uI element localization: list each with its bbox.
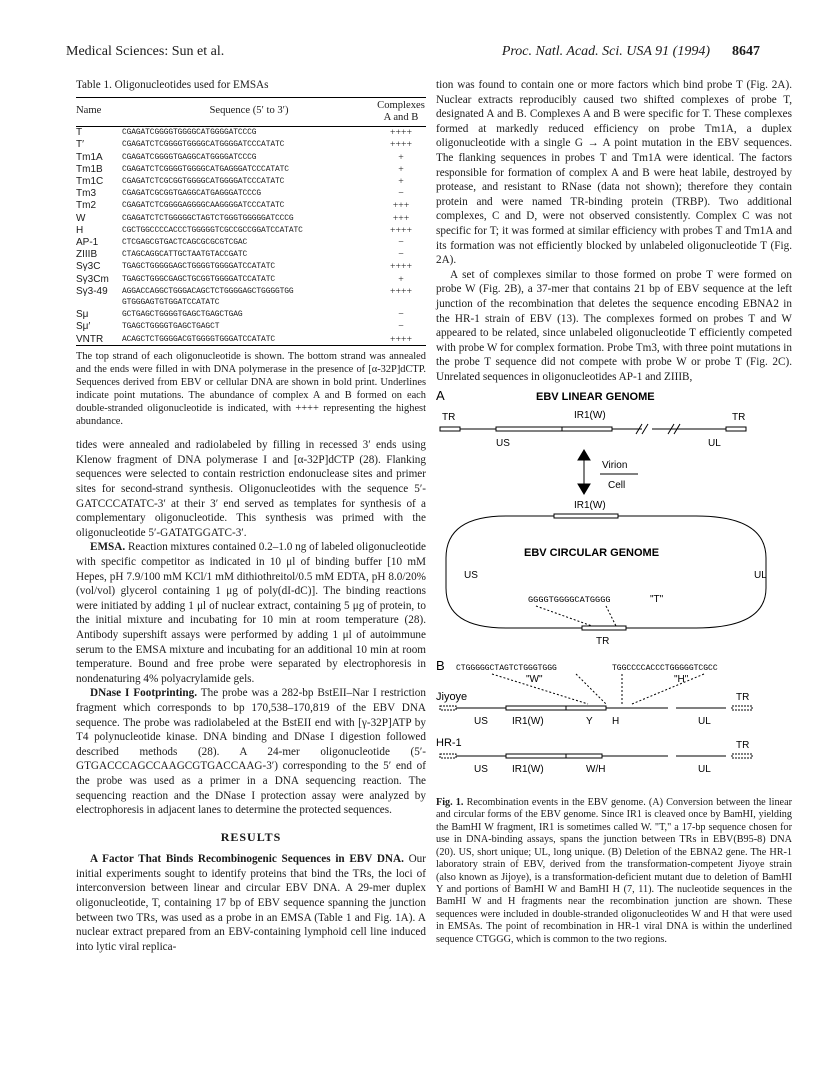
- col-sequence: Sequence (5′ to 3′): [122, 97, 376, 126]
- dnase-text: The probe was a 282-bp BstEII–Nar I restriction fragment which corresponds to bp 170,538–170,819 of the EBV DNA sequence. The probe was radiolabeled at the BstEII end with [γ-32P]ATP by T4 polynucleotide kinase. DNA binding and DNase I digestion followed described methods (28). A 24-mer oligonucleotide (5′-GTGACCCAGCCAAGCGTGACCAAG-3′) corresponding to the 5′ end of the probe was used as a primer in a DNA sequencing reaction. The sequencing reaction and the DNase I protection assay were analyzed by electrophoresis in adjacent lanes to determine the protected sequences.: [76, 687, 426, 817]
- ir1w-jiyoye-label: IR1(W): [512, 716, 544, 728]
- complex-abundance: ++++: [389, 224, 413, 236]
- factor-paragraph: [76, 852, 426, 954]
- oligo-table: [76, 97, 426, 347]
- w-sequence: CTGGGGGCTAGTCTGGGTGGG: [456, 664, 557, 674]
- ul-label: UL: [708, 438, 721, 450]
- oligo-name: T′: [76, 139, 84, 151]
- y-label: Y: [586, 716, 593, 728]
- table-row: [76, 273, 426, 285]
- oligo-table-body: [76, 126, 426, 346]
- tr-circ-box: [582, 626, 626, 630]
- ul-hr1-label: UL: [698, 764, 711, 776]
- oligo-name: W: [76, 212, 86, 224]
- dnase-heading: DNase I Footprinting.: [90, 687, 198, 700]
- running-head-right: [502, 44, 760, 60]
- cell-label: Cell: [608, 480, 626, 492]
- oligo-sequence: GCTGAGCTGGGGTGAGCTGAGCTGAG: [122, 310, 243, 320]
- oligo-name: H: [76, 224, 84, 236]
- oligo-name: VNTR: [76, 333, 104, 345]
- oligo-sequence: CGAGATCTCGGGGTGGGGCATGAGGGATCCCATATC: [122, 164, 289, 174]
- results-paragraph-1: tion was found to contain one or more factors which bind probe T (Fig. 2A). Nuclear extracts reproducibly caused two shifted complexes of probe T, designated A and B. Complexes A and B were specific for T. These complexes formed at markedly reduced efficiency on probe Tm1A, a duplex oligonucleotide with a single G → A point mutation in the EBV sequences. The flanking sequences in probes T and Tm1A were identical. The factors responsible for formation of complex A and B were heat labile, destroyed by protease, and resistant to RNase (data not shown); therefore they contain protein and were named TR-binding protein (TRBP). Two additional complexes, C and D, were not observed consistently. Complex C was not specific for T; it was formed at similar efficiency with probes T and Tm1A and its formation was not efficiently blocked by unlabeled oligonucleotide T (Fig. 2A).: [436, 79, 792, 267]
- complex-abundance: +: [398, 151, 404, 163]
- tr-right-box: [726, 427, 746, 431]
- oligo-sequence: CGAGATCTCGCGGTGGGGCATGGGGATCCCATATC: [122, 176, 285, 186]
- page-number: 8647: [732, 44, 760, 59]
- us-label: US: [496, 438, 510, 450]
- oligo-name: Tm3: [76, 188, 96, 200]
- complex-abundance: −: [398, 236, 404, 248]
- emsa-text: Reaction mixtures contained 0.2–1.0 ng of labeled oligonucleotide with specific competitor as indicated in 10 μl of binding buffer [10 mM Hepes, pH 7.9/100 mM KCl/1 mM dithiothreitol/0.5 mM EDTA, pH 8.0/20% (vol/vol) glycerol containing 1 μg of poly(dI-dC)]. The binding reactions were initiated by adding 1 μl of nuclear extract, containing 5 μg of protein, to the initial mixture and incubating for 10 min at room temperature (28). Antibody supershift assays were performed by adding 1 μl of autoimmune serum to the EMSA mixture and incubating for an additional 10 min at room temperature. Bound and free probe were separated by electrophoresis in nondenaturing 4% polyacrylamide gels.: [76, 541, 426, 685]
- table-row: [76, 309, 426, 321]
- circular-genome-title: EBV CIRCULAR GENOME: [524, 547, 660, 560]
- tr-left-box: [440, 427, 460, 431]
- oligo-sequence: CGAGATCTCGGGGTGGGGCATGGGGATCCCATATC: [122, 140, 285, 150]
- ul-jiyoye-label: UL: [698, 716, 711, 728]
- t-label: "T": [650, 594, 664, 606]
- table-row: [76, 261, 426, 273]
- oligo-name: Sμ′: [76, 321, 91, 333]
- table-row: [76, 285, 426, 308]
- complex-abundance: −: [398, 249, 404, 261]
- oligo-sequence: CGAGATCGCGGTGAGGCATGAGGGATCCCG: [122, 189, 262, 199]
- oligo-sequence: TGAGCTGGGGTGAGCTGAGCT: [122, 322, 220, 332]
- left-column: [76, 78, 426, 954]
- table-row: [76, 163, 426, 175]
- wh-label: W/H: [586, 764, 606, 776]
- oligo-name: ZIIIB: [76, 249, 98, 261]
- figure-caption-head: Fig. 1.: [436, 797, 464, 809]
- figure-caption-text: Recombination events in the EBV genome. (A) Conversion between the linear and circular forms of the EBV genome. Since IR1 is cleaved once by BamHI, yielding the BamHI W fragment, IR1 is sometimes called W. "T," a 17-bp sequence chosen for use in DNA-binding assays, spans the junction between TRs in EBV(B95-8) DNA (20). US, short unique; UL, long unique. (B) Deletion of the EBNA2 gene. The HR-1 laboratory strain of EBV, derived from the transformation-competent Jiyoye strain (also known as Jijoye), is a transformation-deficient mutant due to deletion of BamHI Y and portions of BamHI W and BamHI H (7, 11). The nucleotide sequences in the BamHI W and H fragments near the recombination junction are shown. These sequences were included in double-stranded oligonucleotides W and H that were used in EMSAs. The point of recombination in HR-1 viral DNA is within the underlined sequence CTGGG, which is common to the two regions.: [436, 797, 792, 945]
- table-row: [76, 175, 426, 187]
- complex-abundance: ++++: [389, 333, 413, 345]
- oligo-name: Tm2: [76, 200, 96, 212]
- tr-jiyoye-label: TR: [736, 692, 750, 704]
- oligo-sequence: ACAGCTCTGGGGACGTGGGGTGGGATCCATATC: [122, 334, 275, 344]
- complex-abundance: ++++: [389, 139, 413, 151]
- emsa-paragraph: [76, 540, 426, 686]
- ir1w-circ-label: IR1(W): [574, 500, 606, 512]
- oligo-name: AP-1: [76, 236, 99, 248]
- hr1-label: HR-1: [436, 737, 462, 750]
- tr-circ-label: TR: [596, 636, 610, 648]
- oligo-name: Sγ3Cm: [76, 273, 109, 285]
- oligo-name: Tm1C: [76, 175, 104, 187]
- us-hr1-label: US: [474, 764, 488, 776]
- table-row: [76, 126, 426, 139]
- table-row: [76, 321, 426, 333]
- ir1w-label: IR1(W): [574, 410, 606, 422]
- complex-abundance: ++++: [389, 127, 413, 139]
- oligo-name: Tm1A: [76, 151, 103, 163]
- panel-b-label: B: [436, 658, 445, 674]
- journal-citation: Proc. Natl. Acad. Sci. USA 91 (1994): [501, 44, 710, 59]
- oligo-name: Sμ: [76, 309, 89, 321]
- w-label: "W": [526, 674, 543, 686]
- us-jiyoye-label: US: [474, 716, 488, 728]
- h-sequence: TGGCCCCACCCTGGGGGTCGCC: [612, 664, 718, 674]
- tr-left-label: TR: [442, 412, 456, 424]
- ul-circ-label: UL: [754, 570, 767, 582]
- dnase-paragraph: [76, 686, 426, 817]
- complex-abundance: +: [398, 163, 404, 175]
- oligo-sequence: CGAGATCGGGGTGGGGCATGGGGATCCCG: [122, 128, 257, 138]
- jiyoye-genome: [440, 706, 752, 710]
- h-fragment-label: H: [612, 716, 620, 728]
- complex-abundance: ++++: [389, 261, 413, 273]
- table-row: [76, 224, 426, 236]
- table-caption: Table 1. Oligonucleotides used for EMSAs: [76, 79, 269, 91]
- results-paragraph-2: A set of complexes similar to those formed on probe T were formed on probe W (Fig. 2B), a 37-mer that contains 21 bp of EBV sequence at the left junction of the recombination that deletes the sequence encoding EBNA2 in the HR-1 strain of EBV (13). The complexes formed on probes T and W appeared to be related, since unlabeled oligonucleotide T efficiently competed with probe W for complex formation. Probe Tm3, with three point mutations in the probe T sequence did not compete with probe W or probe T (Fig. 2C). Unrelated sequences in oligonucleotides AP-1 and ZIIIB,: [436, 268, 792, 383]
- h-label: "H": [674, 674, 689, 686]
- circular-genome: [446, 514, 766, 630]
- oligo-sequence: CGCTGGCCCCACCCTGGGGGTCGCCGCCGGATCCATATC: [122, 225, 303, 235]
- jiyoye-label: Jiyoye: [436, 691, 468, 704]
- table-row: [76, 333, 426, 346]
- oligo-name: Sγ3C: [76, 261, 101, 273]
- complex-abundance: +: [398, 175, 404, 187]
- oligo-name: Sγ3-49: [76, 285, 108, 297]
- emsa-heading: EMSA.: [90, 541, 126, 554]
- ir1w-box: [562, 427, 612, 431]
- linear-genome-line: [440, 424, 746, 434]
- oligo-sequence: CGAGATCGGGGTGAGGCATGGGGATCCCG: [122, 152, 257, 162]
- table-row: [76, 212, 426, 224]
- linear-genome-title: EBV LINEAR GENOME: [536, 391, 655, 404]
- oligo-sequence: CTAGCAGGCATTGCTAATGTACCGATC: [122, 250, 248, 260]
- panel-a-label: A: [436, 388, 445, 404]
- table-row: [76, 151, 426, 163]
- methods-paragraph: tides were annealed and radiolabeled by filling in recessed 3′ ends using Klenow fragment of DNA polymerase I and [α-32P]dCTP (28). Flanking sequences were selected to contain restriction endonuclease sites and primer sites for second-strand synthesis. Oligonucleotides with the sequence 5′-GATCCCATATC-3′ at their 3′ end served as templates for synthesis of a complementary oligonucleotide. This synthesis was primed with the oligonucleotide 5′-GATATGGATC-3′.: [76, 439, 426, 539]
- ir1w-hr1-label: IR1(W): [512, 764, 544, 776]
- complex-abundance: +++: [392, 212, 410, 224]
- col-complexes: Complexes A and B: [376, 97, 426, 126]
- complex-abundance: ++++: [389, 285, 413, 297]
- oligo-name: T: [76, 127, 83, 139]
- oligo-sequence: CGAGATCTCTGGGGGCTAGTCTGGGTGGGGGATCCCG: [122, 213, 294, 223]
- col-name: Name: [76, 97, 122, 126]
- complex-abundance: +: [398, 273, 404, 285]
- results-heading: RESULTS: [220, 829, 282, 844]
- running-head-left: Medical Sciences: Sun et al.: [66, 44, 225, 59]
- factor-heading: A Factor That Binds Recombinogenic Sequences in EBV DNA.: [90, 853, 404, 866]
- table-row: [76, 139, 426, 151]
- complex-abundance: −: [398, 321, 404, 333]
- figure-caption: [436, 797, 792, 946]
- virion-label: Virion: [602, 460, 628, 472]
- tr-hr1-label: TR: [736, 740, 750, 752]
- figure-1: [436, 388, 792, 788]
- table-footnote: The top strand of each oligonucleotide is shown. The bottom strand was annealed and the ends were filled in with DNA polymerase in the presence of [α-32P]dCTP. Sequences derived from EBV or cellular DNA are shown in bold print. Underlines indicate point mutations. The abundance of complex A and B formed on each double-stranded oligonucleotide is indicated, with ++++ representing the highest abundance.: [76, 351, 426, 428]
- complex-abundance: −: [398, 188, 404, 200]
- table-row: [76, 236, 426, 248]
- complex-abundance: +++: [392, 200, 410, 212]
- oligo-sequence: TGAGCTGGGCGAGCTGCGGTGGGGATCCATATC: [122, 274, 275, 284]
- complex-abundance: −: [398, 309, 404, 321]
- oligo-name: Tm1B: [76, 163, 103, 175]
- oligo-sequence: TGAGCTGGGGGAGCTGGGGTGGGGATCCATATC: [122, 262, 275, 272]
- hr1-genome: [440, 754, 752, 758]
- oligo-sequence: AGGACCAGGCTGGGACAGCTCTGGGGAGCTGGGGTGG GTGGGAGTGTGGATCCATATC: [122, 286, 294, 307]
- conversion-arrow: [578, 450, 590, 494]
- factor-text: Our initial experiments sought to identify proteins that bind the TRs, the loci of interconversion between linear and circular EBV DNA. A 29-mer duplex oligonucleotide, T, containing 17 bp of EBV sequence spanning the junction between two TRs, was used as a probe in an EMSA (Table 1 and Fig. 1A). A nuclear extract prepared from an EBV-containing lymphoid cell line induced into lytic viral replica-: [76, 853, 426, 953]
- t-sequence: GGGGTGGGGCATGGGG: [528, 595, 611, 606]
- oligo-sequence: CTCGAGCGTGACTCAGCGCGCGTCGAC: [122, 237, 248, 247]
- table-row: [76, 249, 426, 261]
- table-row: [76, 200, 426, 212]
- us-circ-label: US: [464, 570, 478, 582]
- oligo-sequence: CGAGATCTCGGGGAGGGGCAAGGGGATCCCATATC: [122, 201, 285, 211]
- right-column: [436, 78, 792, 946]
- tr-right-label: TR: [732, 412, 746, 424]
- table-row: [76, 188, 426, 200]
